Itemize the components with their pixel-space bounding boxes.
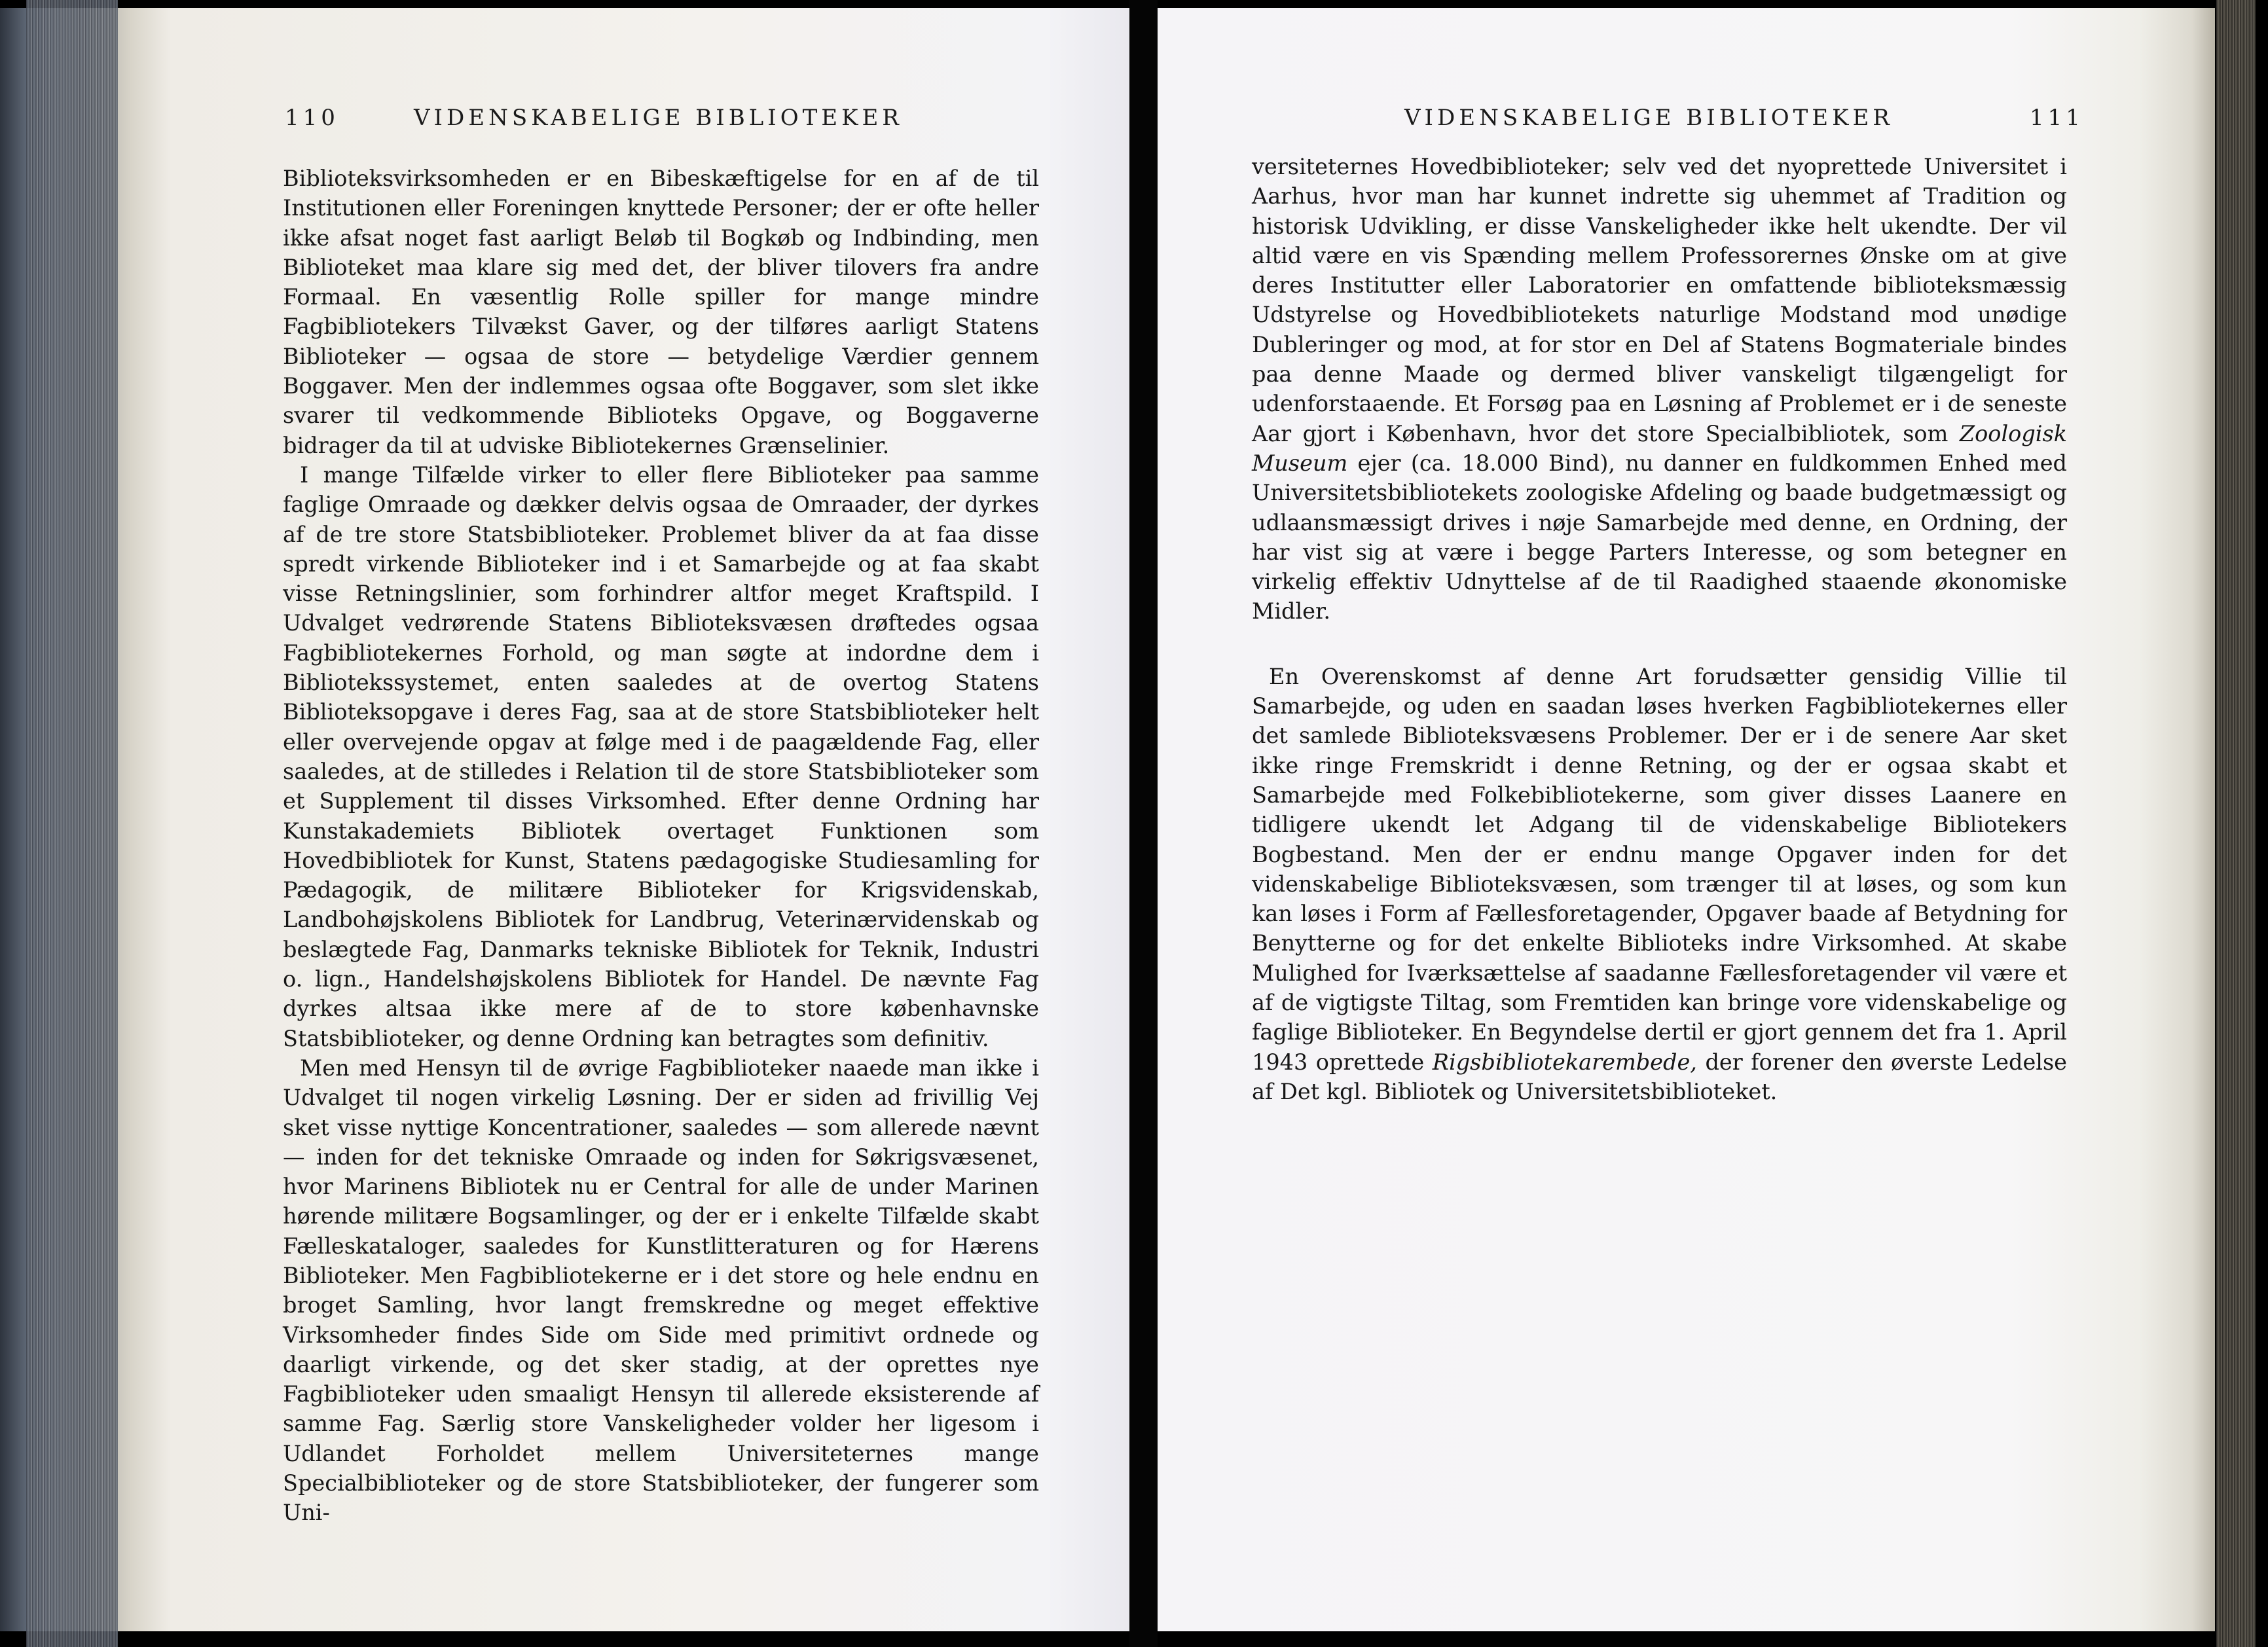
left-page-edges (26, 0, 118, 1647)
book-gutter (1129, 0, 1158, 1647)
paragraph (1252, 662, 2067, 1106)
paragraph: Men med Hensyn til de øvrige Fagbiblioteker naaede man ikke i Udvalget til nogen virkelig Løsning. Der er siden ad frivillig Vej sket visse nyttige Koncentrationer, saaledes — som allerede nævnt — inden for det tekniske Omraade og inden for Søkrigsvæsenet, hvor Marinens Bibliotek nu er Central for alle de under Marinen hørende militære Bogsamlinger, og der er i enkelte Tilfælde skabt Fælleskataloger, saaledes for Kunstlitteraturen og for Hærens Biblioteker. Men Fagbibliotekerne er i det store og hele endnu en broget Samling, hvor langt fremskredne og meget effektive Virksomheder findes Side om Side med primitivt ordnede og daarligt virkende, og det sker stadig, at der oprettes nye Fagbiblioteker uden smaaligt Hensyn til allerede eksisterende af samme Fag. Særlig store Vanskeligheder volder her ligesom i Udlandet Forholdet mellem Universiteternes mange Specialbiblioteker og de store Statsbiblioteker, der fungerer som Uni- (283, 1055, 1039, 1526)
right-page-edges (2216, 0, 2256, 1647)
left-page-text (283, 164, 1039, 1528)
right-running-head: VIDENSKABELIGE BIBLIOTEKER (1404, 105, 1893, 131)
paragraph-gap (1252, 626, 2067, 662)
text-run: versiteternes Hovedbiblioteker; selv ved det nyoprettede Universitet i Aarhus, hvor man har kunnet indrette sig uhemmet af Tradition og historisk Udvikling, er disse Vanskeligheder ikke helt ukendte. Der vil altid være en vis Spænding mellem Professorernes Ønske om at give deres Institutter eller Laboratorier en omfattende biblioteksmæssig Udstyrelse og Hovedbibliotekets naturlige Modstand mod unødige Dubleringer og mod, at for stor en Del af Statens Bogmateriale bindes paa denne Maade og dermed bliver vanskeligt tilgængeligt for udenforstaaende. Et Forsøg paa en Løsning af Problemet er i de seneste Aar gjort i København, hvor det store Specialbibliotek, som (1252, 154, 2067, 446)
italic-term: Zoologisk Museum (1252, 420, 2067, 476)
right-page-number: 111 (2030, 105, 2084, 131)
paragraph: Biblioteksvirksomheden er en Bibeskæftigelse for en af de til Institutionen eller Foreningen knyttede Personer; der er ofte heller ikke afsat noget fast aarligt Beløb til Bogkøb og Indbinding, men Biblioteket maa klare sig med det, der bliver tilovers fra andre Formaal. En væsentlig Rolle spiller for mange mindre Fagbibliotekers Tilvækst Gaver, og der tilføres aarligt Statens Biblioteker — ogsaa de store — betydelige Værdier gennem Boggaver. Men der indlemmes ogsaa ofte Boggaver, som slet ikke svarer til vedkommende Biblioteks Opgave, og Boggaverne bidrager da til at udviske Bibliotekernes Grænselinier. (283, 166, 1039, 458)
text-run: der forener den øverste Ledelse af Det kgl. Bibliotek og Universitetsbiblioteket. (1252, 1049, 2067, 1104)
text-run: En Overenskomst af denne Art forudsætter gensidig Villie til Samarbejde, og uden en saadan løses hverken Fagbibliotekernes eller det samlede Biblioteksvæsens Problemer. Der er i de senere Aar sket ikke ringe Fremskridt i denne Retning, og der er ogsaa skabt et Samarbejde med Folkebibliotekerne, som giver disses Laanere en tidligere ukendt let Adgang til de videnskabelige Bibliotekers Bogbestand. Men der er endnu mange Opgaver inden for det videnskabelige Biblioteksvæsen, som trænger til at løses, og som kun kan løses i Form af Fællesforetagender, Opgaver baade af Betydning for Benytterne og for det enkelte Biblioteks indre Virksomhed. At skabe Mulighed for Iværksættelse af saadanne Fællesforetagender vil være et af de vigtigste Tiltag, som Fremtiden kan bringe vore videnskabelige og faglige Biblioteker. En Begyndelse dertil er gjort gennem det fra 1. April 1943 oprettede (1252, 663, 2067, 1075)
text-run: ejer (ca. 18.000 Bind), nu danner en fuldkommen Enhed med Universitetsbibliotekets zoologiske Afdeling og baade budgetmæssigt og udlaansmæssigt drives i nøje Samarbejde med denne, en Ordning, der har vist sig at være i begge Parters Interesse, og som betegner en virkelig effektiv Udnyttelse af de til Raadighed staaende økonomiske Midler. (1252, 450, 2067, 624)
right-page-text (1252, 152, 2067, 1106)
left-page-number: 110 (285, 105, 339, 131)
left-running-head: VIDENSKABELIGE BIBLIOTEKER (414, 105, 903, 131)
paragraph (1252, 152, 2067, 626)
paragraph: I mange Tilfælde virker to eller flere Biblioteker paa samme faglige Omraade og dækker delvis ogsaa de Omraader, der dyrkes af de tre store Statsbiblioteker. Problemet bliver da at faa disse spredt virkende Biblioteker ind i et Samarbejde og at faa skabt visse Retningslinier, som forhindrer altfor meget Kraftspild. I Udvalget vedrørende Statens Biblioteksvæsen drøftedes ogsaa Fagbibliotekernes Forhold, og man søgte at indordne dem i Bibliotekssystemet, enten saaledes at de overtog Statens Biblioteksopgave i deres Fag, saa at de store Statsbiblioteker helt eller overvejende opgav at følge med i de paagældende Fag, eller saaledes, at de stilledes i Relation til de store Statsbiblioteker som et Supplement til disses Virksomhed. Efter denne Ordning har Kunstakademiets Bibliotek overtaget Funktionen som Hovedbibliotek for Kunst, Statens pædagogiske Studiesamling for Pædagogik, de militære Biblioteker for Krigsvidenskab, Landbohøjskolens Bibliotek for Landbrug, Veterinærvidenskab og beslægtede Fag, Danmarks tekniske Bibliotek for Teknik, Industri o. lign., Handelshøjskolens Bibliotek for Handel. De nævnte Fag dyrkes altsaa ikke mere af de to store københavnske Statsbiblioteker, og denne Ordning kan betragtes som definitiv. (283, 462, 1039, 1051)
italic-term: Rigsbibliotekarembede, (1432, 1049, 1697, 1075)
